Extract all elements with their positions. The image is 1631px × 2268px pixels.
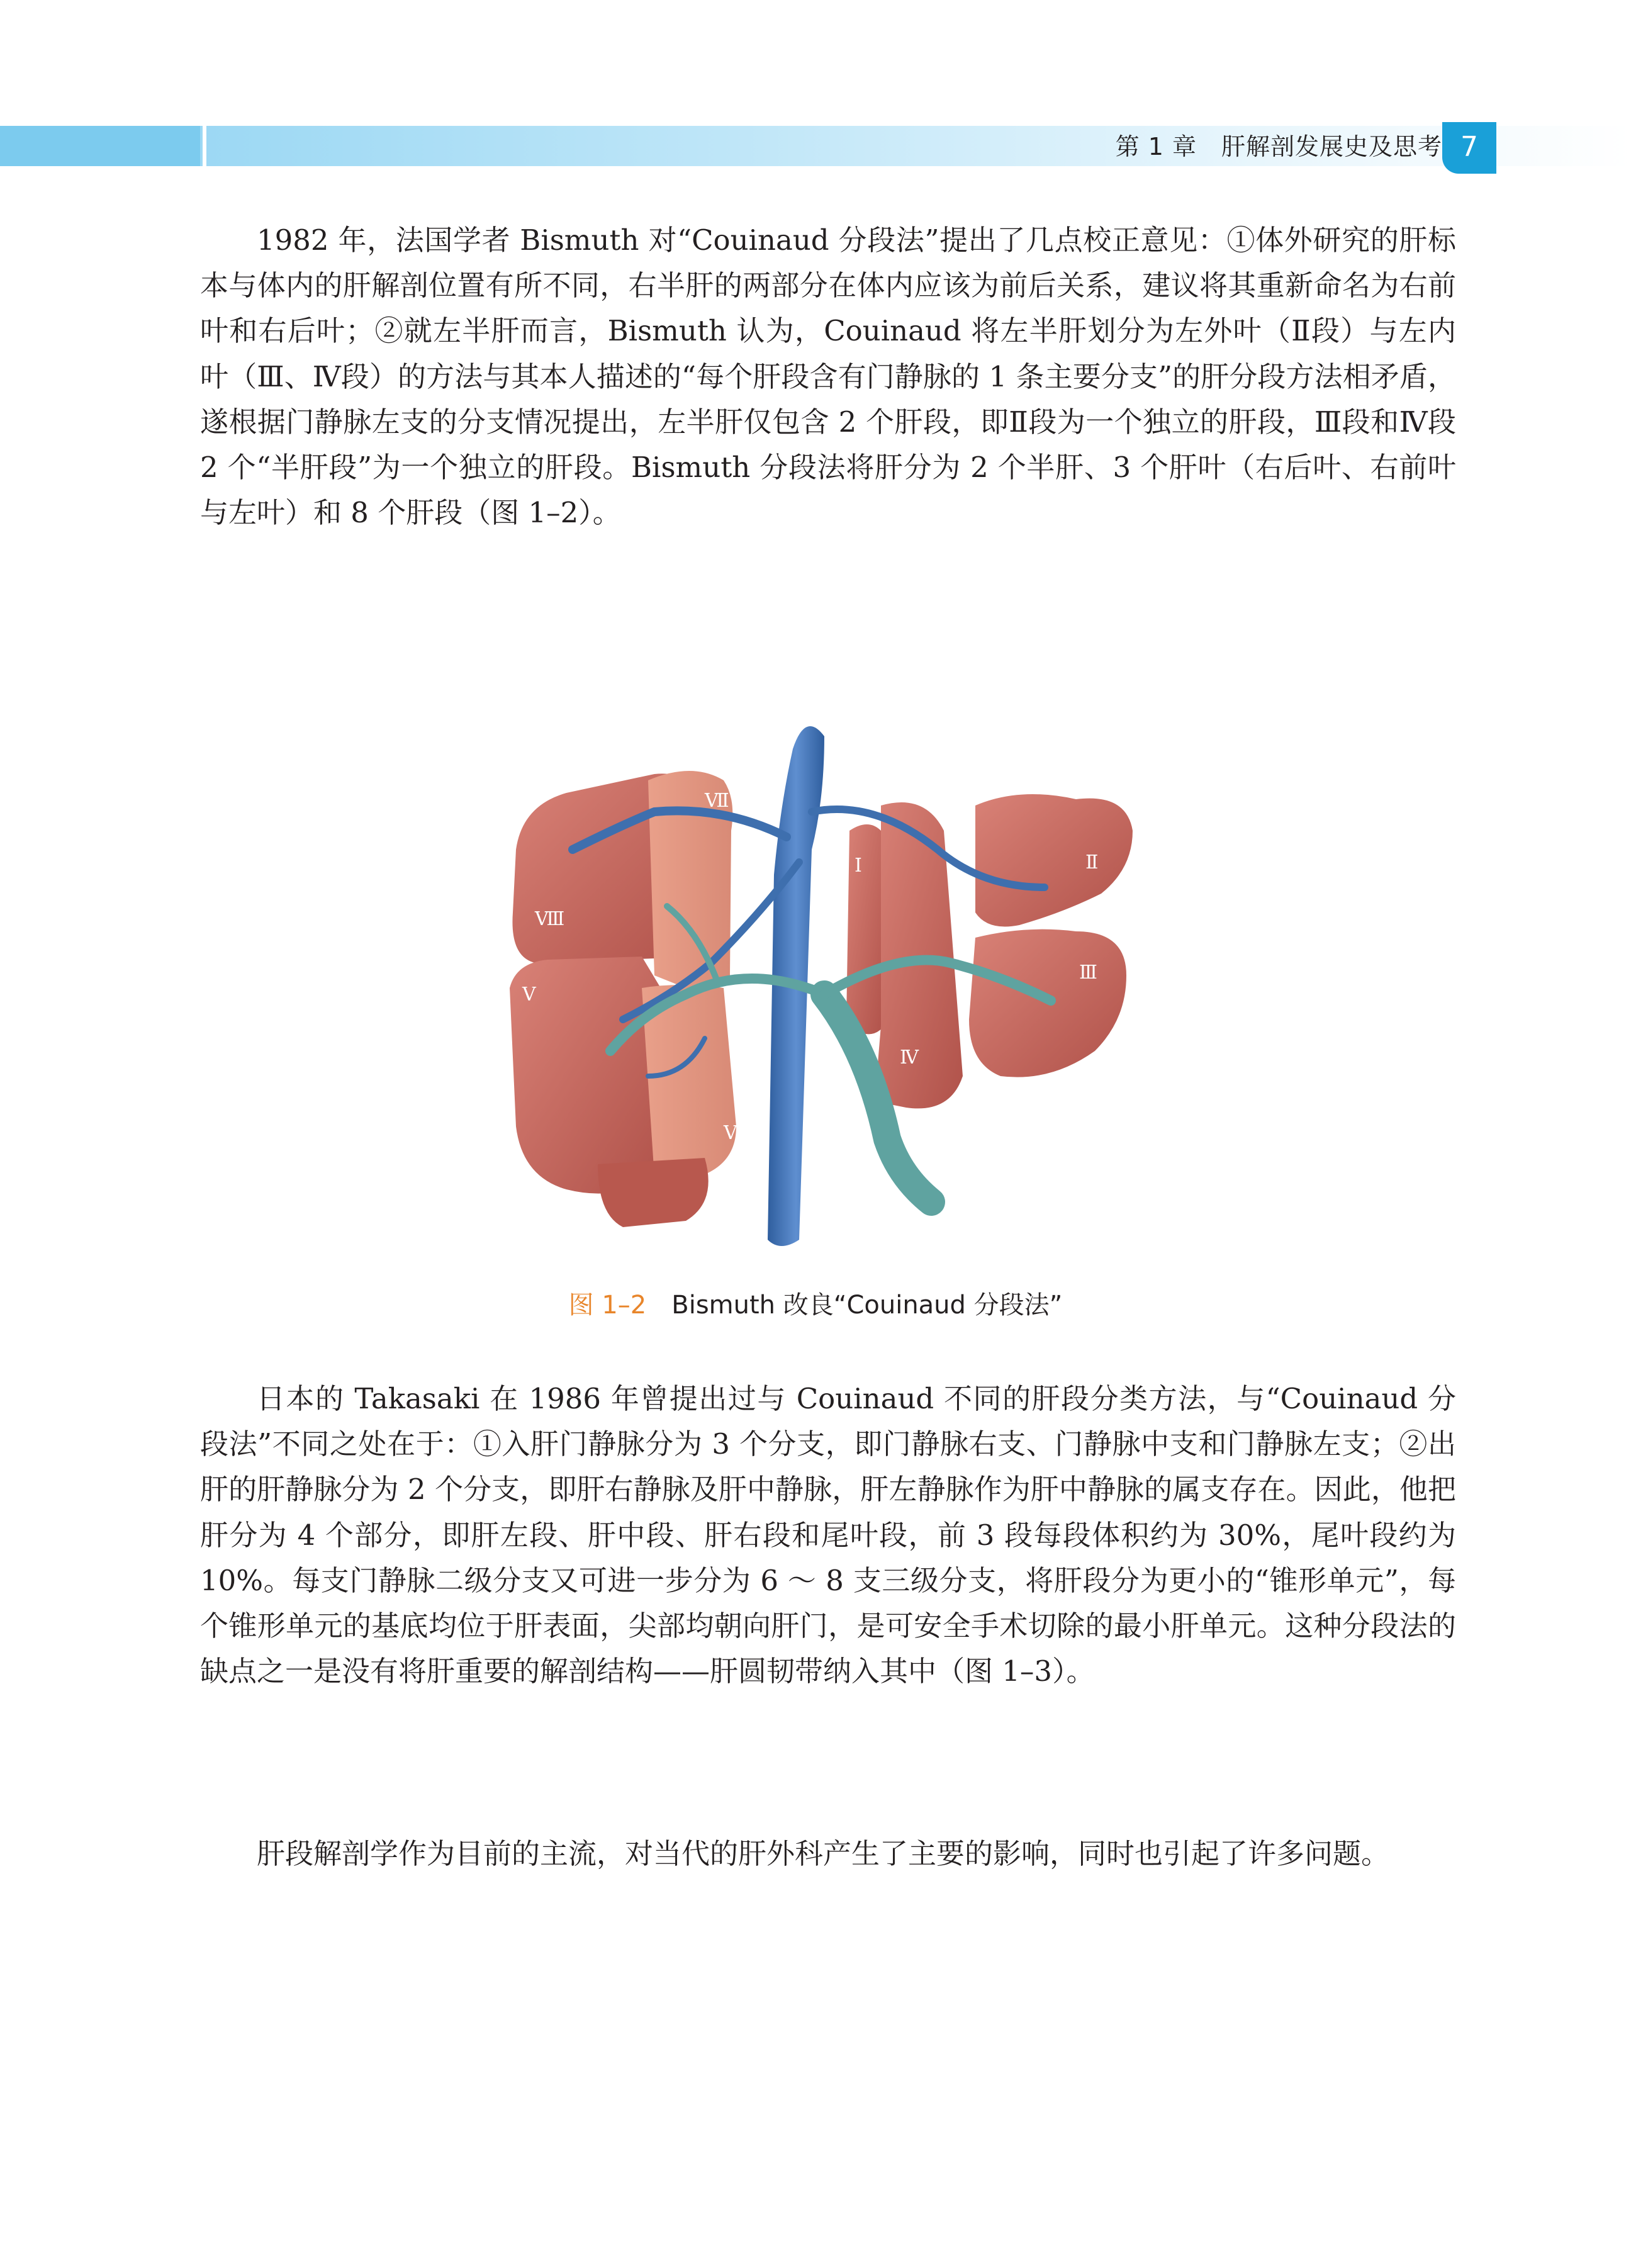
segment-vi-lower — [598, 1158, 709, 1227]
paragraph-takasaki: 日本的 Takasaki 在 1986 年曾提出过与 Couinaud 不同的肝段分类方法，与“Couinaud 分段法”不同之处在于：①入肝门静脉分为 3 个分支，即门静脉右支、门静脉中支和门静脉左支；②出肝的肝静脉分为 2 个分支，即肝右静脉及肝中静脉，肝左静脉作为肝中静脉的属支存在。因此，他把肝分为 4 个部分，即肝左段、肝中段、肝右段和尾叶段，前 3 段每段体积约为 30%，尾叶段约为 10%。每支门静脉二级分支又可进一步分为 6 ～ 8 支三级分支，将肝段分为更小的“锥形单元”，每个锥形单元的基底均位于肝表面，尖部均朝向肝门，是可安全手术切除的最小肝单元。这种分段法的缺点之一是没有将肝重要的解剖结构——肝圆韧带纳入其中（图 1–3）。 — [200, 1382, 1456, 1688]
caption-number: 图 1–2 — [568, 1291, 647, 1320]
label-segment-iii: Ⅲ — [1079, 962, 1097, 984]
label-segment-iv: Ⅳ — [900, 1047, 919, 1069]
segment-i-shape — [846, 824, 884, 1034]
caption-text: Bismuth 改良“Couinaud 分段法” — [671, 1291, 1063, 1320]
paragraph-bismuth: 1982 年，法国学者 Bismuth 对“Couinaud 分段法”提出了几点校正意见：①体外研究的肝标本与体内的肝解剖位置有所不同，右半肝的两部分在体内应该为前后关系，建议将其重新命名为右前叶和右后叶；②就左半肝而言，Bismuth 认为，Couinaud 将左半肝划分为左外叶（Ⅱ段）与左内叶（Ⅲ、Ⅳ段）的方法与其本人描述的“每个肝段含有门静脉的 1 条主要分支”的肝分段方法相矛盾，遂根据门静脉左支的分支情况提出，左半肝仅包含 2 个肝段，即Ⅱ段为一个独立的肝段，Ⅲ段和Ⅳ段 2 个“半肝段”为一个独立的肝段。Bismuth 分段法将肝分为 2 个半肝、3 个肝叶（右后叶、右前叶与左叶）和 8 个肝段（图 1–2）。 — [200, 223, 1456, 530]
label-segment-vii: Ⅶ — [705, 790, 729, 812]
liver-segment-illustration — [497, 724, 1152, 1265]
header-divider — [203, 126, 206, 166]
chapter-title: 第 1 章 肝解剖发展史及思考 — [1115, 133, 1442, 160]
label-segment-ii: Ⅱ — [1085, 851, 1099, 873]
segment-ii-shape — [975, 794, 1133, 927]
paragraph-conclusion: 肝段解剖学作为目前的主流，对当代的肝外科产生了主要的影响，同时也引起了许多问题。 — [257, 1837, 1390, 1870]
label-segment-i: Ⅰ — [855, 855, 862, 877]
label-segment-v: Ⅴ — [522, 984, 536, 1006]
label-segment-viii: Ⅷ — [535, 908, 565, 930]
header-left-bar — [0, 126, 200, 166]
label-segment-vi: Ⅵ — [724, 1122, 743, 1144]
figure-caption — [0, 1285, 1631, 1321]
page-number: 7 — [1442, 122, 1496, 174]
